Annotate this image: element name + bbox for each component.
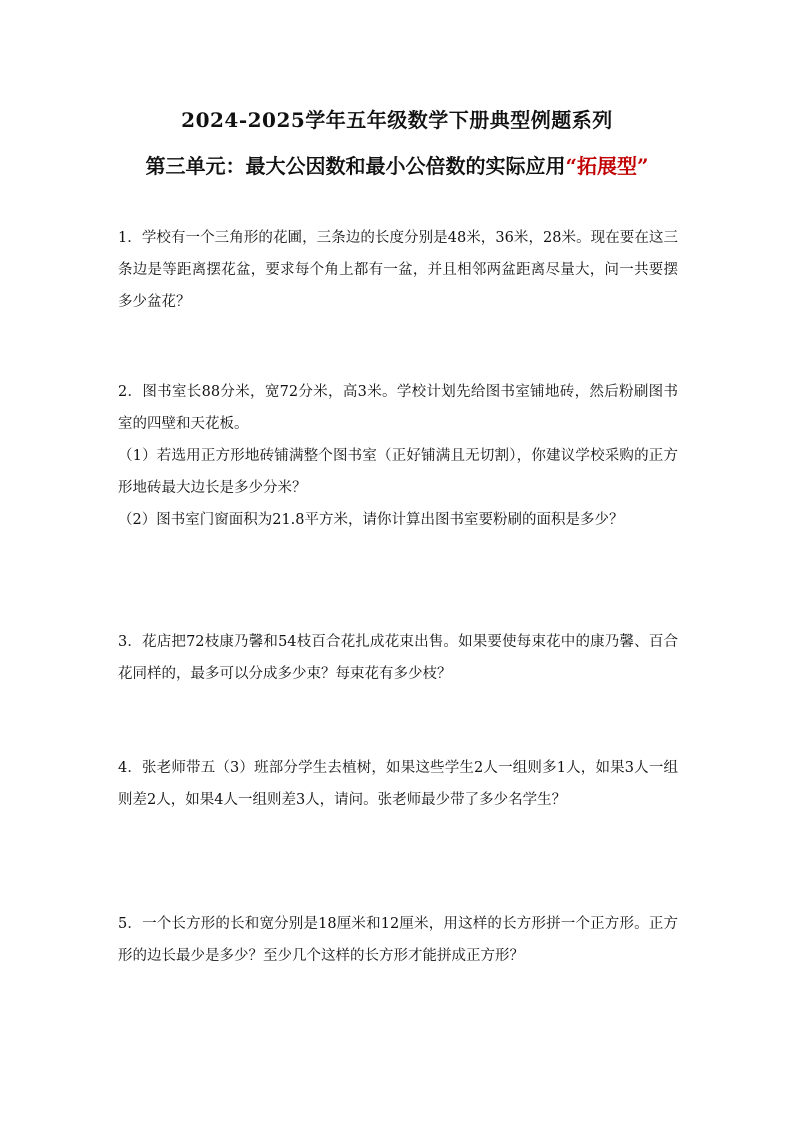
- subtitle-highlight: “拓展型”: [565, 154, 649, 178]
- question-5: [118, 908, 678, 972]
- question-text: 3．花店把72枝康乃馨和54枝百合花扎成花束出售。如果要使每束花中的康乃馨、百合花同样的，最多可以分成多少束？每束花有多少枝？: [118, 634, 678, 682]
- question-text: 4．张老师带五（3）班部分学生去植树，如果这些学生2人一组则多1人，如果3人一组则差2人，如果4人一组则差3人，请问。张老师最少带了多少名学生？: [118, 760, 678, 808]
- question-3: [118, 626, 678, 690]
- document-title: 2024-2025学年五年级数学下册典型例题系列: [181, 108, 613, 132]
- question-2: [118, 376, 678, 536]
- question-text: 2．图书室长88分米，宽72分米，高3米。学校计划先给图书室铺地砖，然后粉刷图书室的四壁和天花板。: [118, 384, 678, 432]
- subtitle-text: 第三单元：最大公因数和最小公倍数的实际应用: [145, 154, 566, 178]
- question-1: [118, 222, 678, 318]
- document-subtitle: [120, 146, 674, 186]
- question-text: 5．一个长方形的长和宽分别是18厘米和12厘米，用这样的长方形拼一个正方形。正方形的边长最少是多少？至少几个这样的长方形才能拼成正方形？: [118, 916, 678, 964]
- question-subpart-2: （2）图书室门窗面积为21.8平方米，请你计算出图书室要粉刷的面积是多少？: [118, 512, 624, 528]
- question-4: [118, 752, 678, 816]
- question-subpart-1: （1）若选用正方形地砖铺满整个图书室（正好铺满且无切割），你建议学校采购的正方形地砖最大边长是多少分米？: [118, 448, 678, 496]
- question-text: 1．学校有一个三角形的花圃，三条边的长度分别是48米，36米，28米。现在要在这三条边是等距离摆花盆，要求每个角上都有一盆，并且相邻两盆距离尽量大，问一共要摆多少盆花？: [118, 230, 678, 310]
